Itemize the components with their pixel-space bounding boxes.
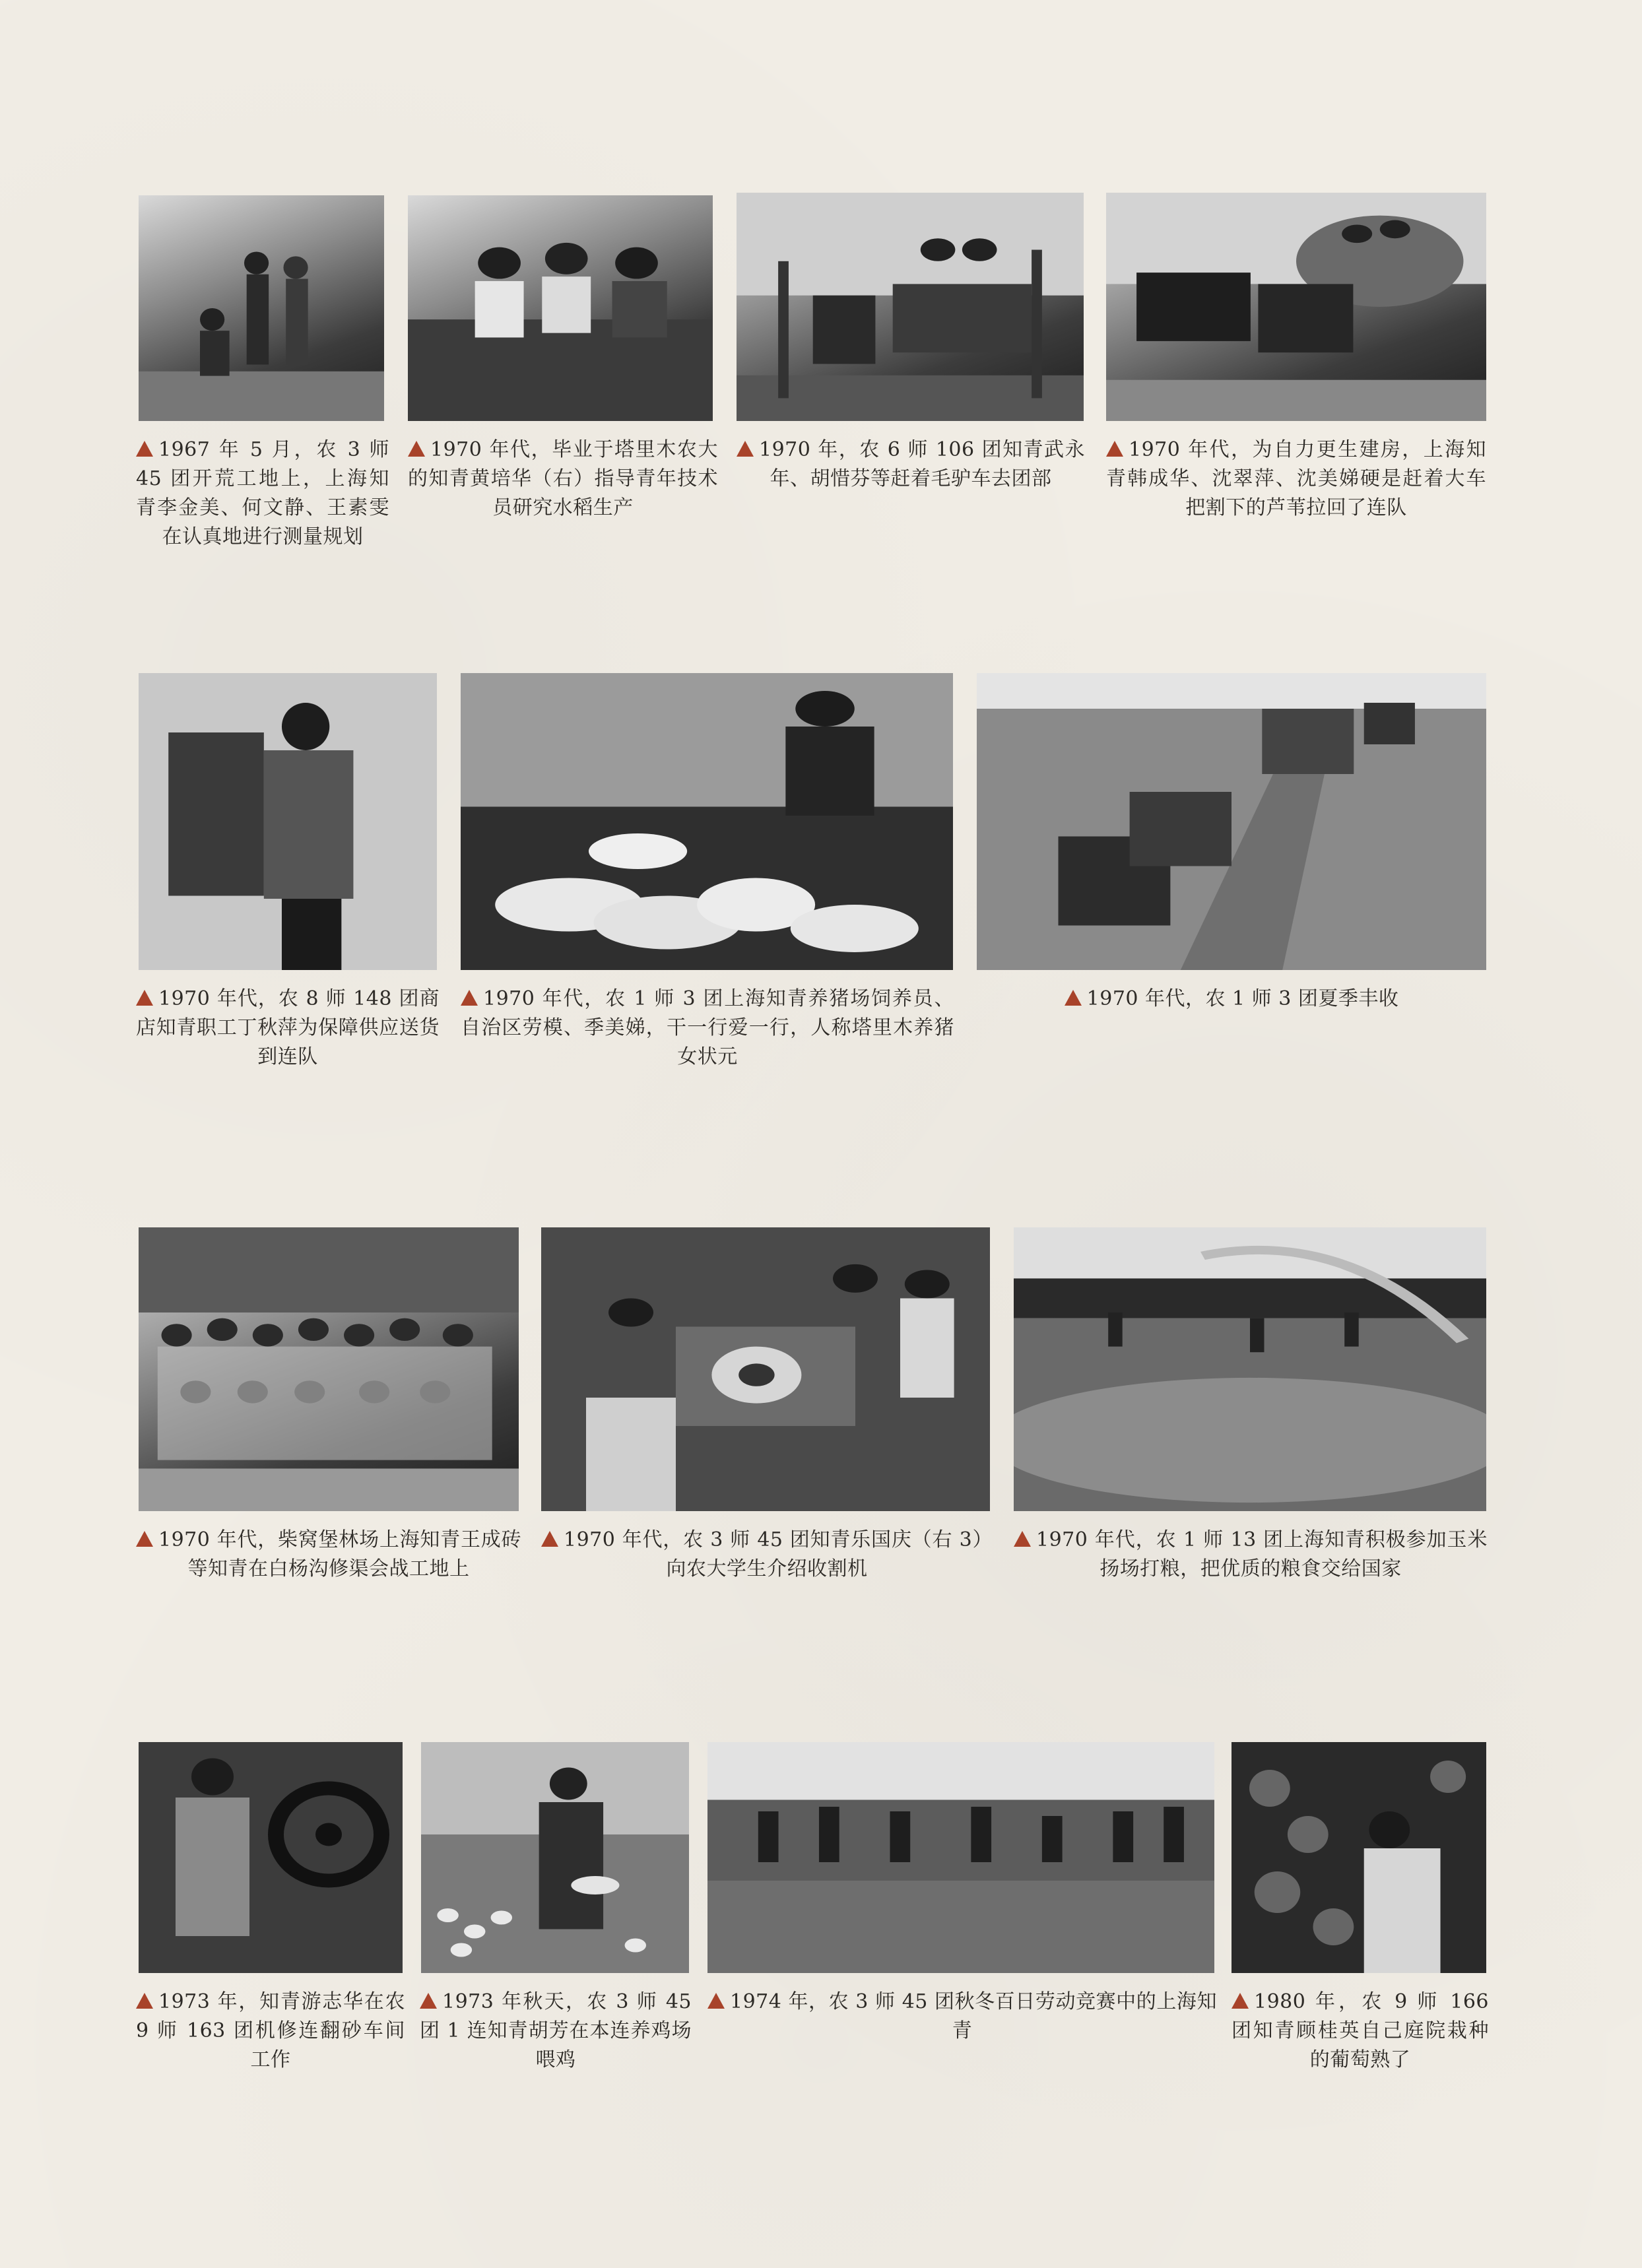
photo-donkey-cart: [737, 193, 1084, 421]
triangle-up-icon: [136, 1531, 153, 1547]
caption: 1973 年，知青游志华在农 9 师 163 团机修连翻砂车间工作: [136, 1990, 405, 2071]
photo-chicken-farm: [421, 1742, 689, 1973]
photo-delivery: [139, 673, 437, 970]
triangle-up-icon: [461, 990, 478, 1006]
caption: 1970 年代，农 1 师 13 团上海知青积极参加玉米扬场打粮，把优质的粮食交给国家: [1014, 1526, 1488, 1584]
caption: 1970 年代，农 1 师 3 团上海知青养猪场饲养员、自治区劳模、季美娣，干一行爱一行，人称塔里木养猪女状元: [461, 987, 954, 1068]
triangle-up-icon: [1106, 441, 1123, 457]
caption: 1970 年代，农 8 师 148 团商店知青职工丁秋萍为保障供应送货到连队: [136, 987, 440, 1068]
photo-reed-carts: [1106, 193, 1486, 421]
photo-surveying: [139, 195, 384, 421]
photo-threshing: [1014, 1227, 1486, 1511]
triangle-up-icon: [1014, 1531, 1031, 1547]
triangle-up-icon: [136, 441, 153, 457]
triangle-up-icon: [737, 441, 754, 457]
caption: 1973 年秋天，农 3 师 45 团 1 连知青胡芳在本连养鸡场喂鸡: [420, 1990, 692, 2071]
caption: 1970 年代，农 3 师 45 团知青乐国庆（右 3）向农大学生介绍收割机: [541, 1526, 993, 1584]
caption: 1970 年，农 6 师 106 团知青武永年、胡惜芬等赶着毛驴车去团部: [737, 436, 1085, 494]
photo-canal-workers: [139, 1227, 519, 1511]
caption: 1970 年代，农 1 师 3 团夏季丰收: [977, 985, 1486, 1014]
triangle-up-icon: [1065, 990, 1082, 1006]
caption: 1980 年，农 9 师 166 团知青顾桂英自己庭院栽种的葡萄熟了: [1232, 1990, 1489, 2071]
caption: 1970 年代，为自力更生建房，上海知青韩成华、沈翠萍、沈美娣硬是赶着大车把割下的芦苇拉回了连队: [1106, 438, 1486, 519]
photo-rice-research: [408, 195, 713, 421]
caption: 1970 年代，柴窝堡林场上海知青王成砖等知青在白杨沟修渠会战工地上: [136, 1526, 521, 1584]
triangle-up-icon: [136, 990, 153, 1006]
caption: 1970 年代，毕业于塔里木农大的知青黄培华（右）指导青年技术员研究水稻生产: [408, 438, 718, 519]
triangle-up-icon: [541, 1531, 558, 1547]
caption: 1967 年 5 月，农 3 师 45 团开荒工地上，上海知青李金美、何文静、王素雯在认真地进行测量规划: [136, 438, 389, 548]
photo-labor-competition: [707, 1742, 1214, 1973]
triangle-up-icon: [707, 1993, 725, 2009]
photo-grapes: [1232, 1742, 1486, 1973]
caption: 1974 年，农 3 师 45 团秋冬百日劳动竞赛中的上海知青: [707, 1988, 1217, 2046]
photo-summer-harvest: [977, 673, 1486, 970]
triangle-up-icon: [420, 1993, 437, 2009]
photo-foundry-workshop: [139, 1742, 403, 1973]
triangle-up-icon: [136, 1993, 153, 2009]
photo-pig-farm: [461, 673, 953, 970]
triangle-up-icon: [1232, 1993, 1249, 2009]
triangle-up-icon: [408, 441, 425, 457]
photo-harvester-demo: [541, 1227, 990, 1511]
